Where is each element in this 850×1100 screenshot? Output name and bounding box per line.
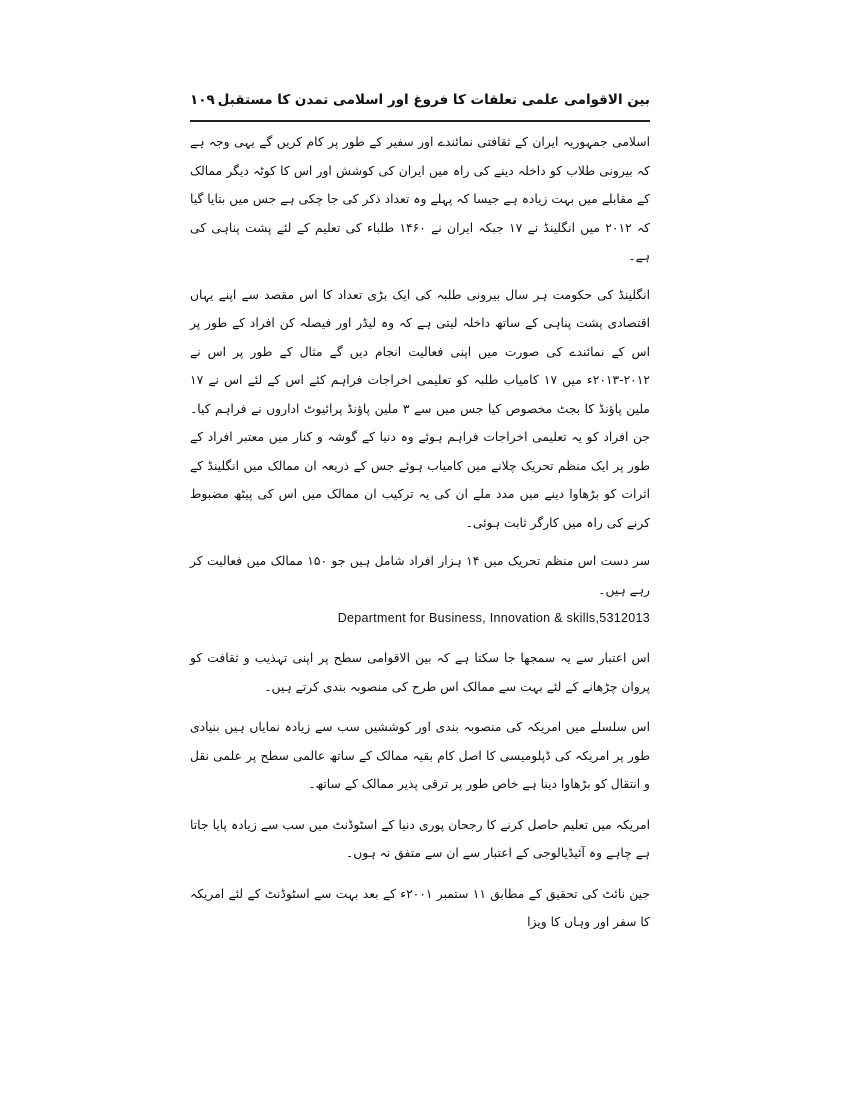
paragraph-network-size: سر دست اس منظم تحریک میں ۱۴ ہزار افراد شامل ہیں جو ۱۵۰ ممالک میں فعالیت کر رہے ہیں۔ — [190, 554, 651, 597]
paragraph-jane-knight: جین نائٹ کی تحقیق کے مطابق ۱۱ ستمبر ۲۰۰۱ء کے بعد بہت سے اسٹوڈنٹ کے لئے امریکہ کا سفر اور وہاں کا ویزا — [190, 886, 650, 929]
paragraph-england-scholarships: انگلینڈ کی حکومت ہر سال بیرونی طلبہ کی ایک بڑی تعداد کا اس مقصد سے اپنے یہاں اقتصادی پشت پناہی کے ساتھ داخلہ لیتی ہے کہ وہ لیڈر اور فیصلہ کن افراد کے طور پر اس کے نمائندے کی صورت میں اپنی فعالیت انجام دیں گے مثال کے طور پر اس نے ۲۰۱۲-۲۰۱۳ء میں ۱۷ کامیاب طلبہ کو تعلیمی اخراجات فراہم کئے اس کے لئے اس نے ۱۷ ملین پاؤنڈ کا بجٹ مخصوص کیا جس میں سے ۳ ملین پاؤنڈ پرائیوٹ اداروں نے فراہم کیا۔ جن افراد کو یہ تعلیمی اخراجات فراہم ہوئے وہ دنیا کے گوشہ و کنار میں معتبر افراد کے طور پر ایک منظم تحریک چلانے میں کامیاب ہوئے جس کے ذریعہ ان ممالک میں انگلینڈ کے اثرات کو بڑھاوا دینے میں مدد ملے ان کی یہ ترکیب ان ممالک میں اس کی پیٹھ مضبوط کرنے کی راہ میں کارگر ثابت ہوئی۔ — [190, 287, 650, 530]
paragraph-us-diplomacy: اس سلسلے میں امریکہ کی منصوبہ بندی اور کوششیں سب سے زیادہ نمایاں ہیں بنیادی طور پر امریکہ کی ڈپلومیسی کا اصل کام بقیہ ممالک کے ساتھ عالمی سطح پر علمی نقل و انتقال کو بڑھاوا دینا ہے خاص طور پر ترقی پذیر ممالک کے ساتھ۔ — [190, 720, 650, 791]
paragraph-iran-students: اسلامی جمہوریہ ایران کے ثقافتی نمائندے اور سفیر کے طور پر کام کریں گے یہی وجہ ہے کہ بیرونی طلاب کو داخلہ دینے کی راہ میں ایران کی کوشش اور اس کا کوٹہ دیگر ممالک کے مقابلے میں بہت زیادہ ہے جیسا کہ پہلے وہ تعداد ذکر کی جا چکی ہے جس میں بتایا گیا کہ ۲۰۱۲ میں انگلینڈ نے ۱۷ جبکہ ایران نے ۱۴۶۰ طلباء کی تعلیم کے لئے پشت پناہی کی ہے۔ — [190, 135, 651, 263]
running-header — [190, 78, 650, 122]
body-text — [190, 128, 650, 937]
citation: Department for Business, Innovation & skills,5312013 — [337, 611, 650, 625]
paragraph-us-study-trend: امریکہ میں تعلیم حاصل کرنے کا رجحان پوری دنیا کے اسٹوڈنٹ میں سب سے زیادہ پایا جاتا ہے چاہے وہ آئیڈیالوجی کے اعتبار سے ان سے متفق نہ ہوں۔ — [190, 817, 650, 860]
document-page — [190, 78, 650, 937]
page-number: ۱۰۹ — [190, 92, 215, 108]
running-title: بین الاقوامی علمی تعلقات کا فروغ اور اسلامی تمدن کا مستقبل — [217, 92, 650, 108]
paragraph-cultural-planning: اس اعتبار سے یہ سمجھا جا سکتا ہے کہ بین الاقوامی سطح پر اپنی تہذیب و ثقافت کو پروان چڑھانے کے لئے بہت سے ممالک اس طرح کی منصوبہ بندی کرتے ہیں۔ — [190, 651, 650, 694]
